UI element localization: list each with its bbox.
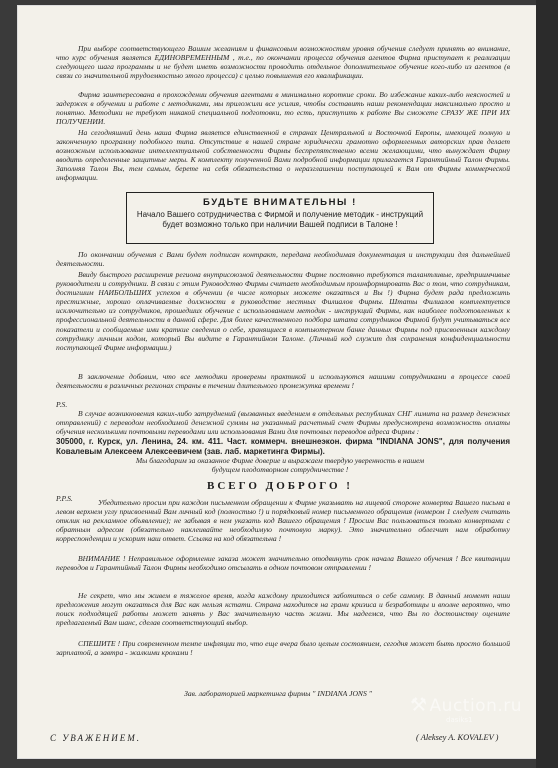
company-address: 305000, г. Курск, ул. Ленина, 24. км. 411. Част. коммерч. внешнеэкон. фирма "INDIANA JONS", для получения Ковалевым Алексеем Алексеевичем (зав. лаб. маркетинга Фирмы). — [56, 437, 510, 456]
paragraph-copyright: На сегодняшний день наша Фирма является единственной в странах Центральной и Восточной Европы, имеющей полную и законченную программу подобного типа. Отсутствие в нашей стране юридически грамотно оформленных авторских прав делает возможным использование интеллектуальной собственности Фирмы беспрепятственно всеми желающими, что вынуждает Фирму вводить определенные защитные меры. К комплекту полученной Вами подробной информации прилагается Гарантийный Талон Фирмы. Заполняя Талон Вы, тем самым, берете на себя обязательства о неразглашении поступающей к Вам от Фирмы коммерческой информации. — [56, 128, 510, 183]
paragraph-course-onetime: При выборе соответствующего Вашим желаниям и финансовым возможностям уровня обучения следует принять во внимание, что курс обучения является ЕДИНОВРЕМЕННЫМ , т.е., по окончании процесса обучения агентов Фирма приступает к реализации следующего шага программы и не будет иметь возможности проводить отдельное дополнительное обучение кого-либо из агентов (в связи со значительной трудоемкостью этого процесса) с целью повышения его квалификации. — [56, 44, 510, 81]
photo-edge-shadow — [536, 0, 558, 768]
paragraph-career: Ввиду быстрого расширения региона внутрисоюзной деятельности Фирме постоянно требуются талантливые, предприимчивые руководители и сотрудники. В связи с этим Руководство Фирмы считает необходимым проинформировать Вас о том, что сотрудникам, достигшим НАИБОЛЬШИХ успехов в обучении (в числе которых можете оказаться и Вы !) Фирма будет рада предложить престижные, хорошо оплачиваемые должности в руководстве местных Филиалов Фирмы. Штаты Филиалов комплектуется исключительно из сотрудников, прошедших обучение с использованием методик - инструкций Фирмы, как наиболее подготовленных к профессиональной деятельности в данной сфере. Для более качественного подбора штата сотрудников Фирмой будут учитываться все показатели и сообщаемые ими краткие сведения о себе, хранящиеся в компьютерном банке данных Фирмы под присвоенным каждому сотруднику личным кодом, который Вы видите в Гарантийном Талоне. (Личный код служит для сохранения конфиденциальности поступающей Фирме информации.) — [56, 270, 510, 352]
pps-text: Убедительно просим при каждом письменном обращении к Фирме указывать на лицевой стороне конверта Вашего письма в левом верхнем углу присвоенный Вам личный код (полностью !) и порядковый номер письменного обращения (номером 1 следует считать отклик на рекламное объявление); не забывая в нем указать код Вашего обращения ! Просим Вас пользоваться только конвертами с обратным адресом (обязательно наклеивайте необходимую почтовую марку). Это значительно облегчит нам обработку корреспонденции и ускорит наш ответ. Ссылка на код обязательна ! — [56, 498, 510, 544]
document-sheet — [18, 6, 542, 758]
warning-box — [126, 192, 434, 244]
farewell-title: ВСЕГО ДОБРОГО ! — [207, 480, 353, 492]
regards-text: С УВАЖЕНИЕМ. — [50, 733, 141, 743]
pps-label: P.P.S. — [56, 494, 73, 503]
lab-title: Зав. лабораторией маркетинга фирмы " INDIANA JONS " — [184, 689, 372, 698]
watermark-user: dasiks1 — [446, 716, 473, 724]
signature-name: ( Aleksey A. KOVALEV ) — [416, 733, 499, 742]
closing-paragraph: Не секрет, что мы живем в тяжелое время, когда каждому приходится заботиться о себе самому. В данный момент наши предложения могут оказаться для Вас как нельзя кстати. Страна находится на грани кризиса и безработицы и вполне вероятно, что поиск подходящей работы может занять у Вас значительную часть жизни. Мы надеемся, что Вы по достоинству оцените предлагаемый Вам шанс, сделав соответствующий выбор. — [56, 591, 510, 628]
paragraph-short-terms: Фирма заинтересована в прохождении обучения агентами в минимально короткие сроки. Во избежание каких-либо неясностей и задержек в обучении и работе с методиками, мы приложили все усилия, чтобы составить наши рекомендации максимально просто и понятно. Методики не требуют никакой специальной подготовки, то есть, приступить к работе Вы сможете СРАЗУ ЖЕ ПРИ ИХ ПОЛУЧЕНИИ. — [56, 90, 510, 127]
paragraph-conclusion: В заключение добавим, что все методики проверены практикой и используются нашими сотрудниками в процессе своей деятельности в различных регионах страны в течении длительного промежутка времени ! — [56, 372, 510, 391]
attention-text: ВНИМАНИЕ ! Неправильное оформление заказа может значительно отодвинуть срок начала Вашего обучения ! Все квитанции переводов и Гарантийный Талон Фирмы необходимо отсылать в одном почтовом отправлении ! — [56, 554, 510, 573]
gratitude-text: Мы благодарим за оказанное Фирме доверие и выражаем твердую уверенность в нашем будущем плодотворном сотрудничестве ! — [135, 456, 425, 475]
paragraph-contract: По окончании обучения с Вами будет подписан контракт, передана необходимая документация и инструкции для дальнейшей деятельности. — [56, 250, 510, 269]
hurry-paragraph: СПЕШИТЕ ! При современном темпе инфляции то, что еще вчера было целым состоянием, сегодня может быть просто большой зарплатой, а завтра - жалкими крохами ! — [56, 639, 510, 658]
ps-text: В случае возникновения каких-либо затруднений (вызванных введением в отдельных республиках СНГ лимита на размер денежных отправлений) с переводом необходимой денежной суммы на указанный расчетный счет Фирмы предусмотрена возможность оплаты обучения несколькими почтовыми переводами или использования Вами для почтовых переводов адреса Фирмы : — [56, 409, 510, 437]
gavel-icon: ⚒ — [410, 694, 428, 716]
watermark-brand: Auction.ru — [429, 696, 523, 716]
ps-label: P.S. — [56, 400, 68, 409]
warning-body: Начало Вашего сотрудничества с Фирмой и получение методик - инструкций будет возможно только при наличии Вашей подписи в Талоне ! — [136, 210, 424, 229]
auction-watermark — [410, 694, 522, 716]
warning-title: БУДЬТЕ ВНИМАТЕЛЬНЫ ! — [203, 197, 357, 208]
